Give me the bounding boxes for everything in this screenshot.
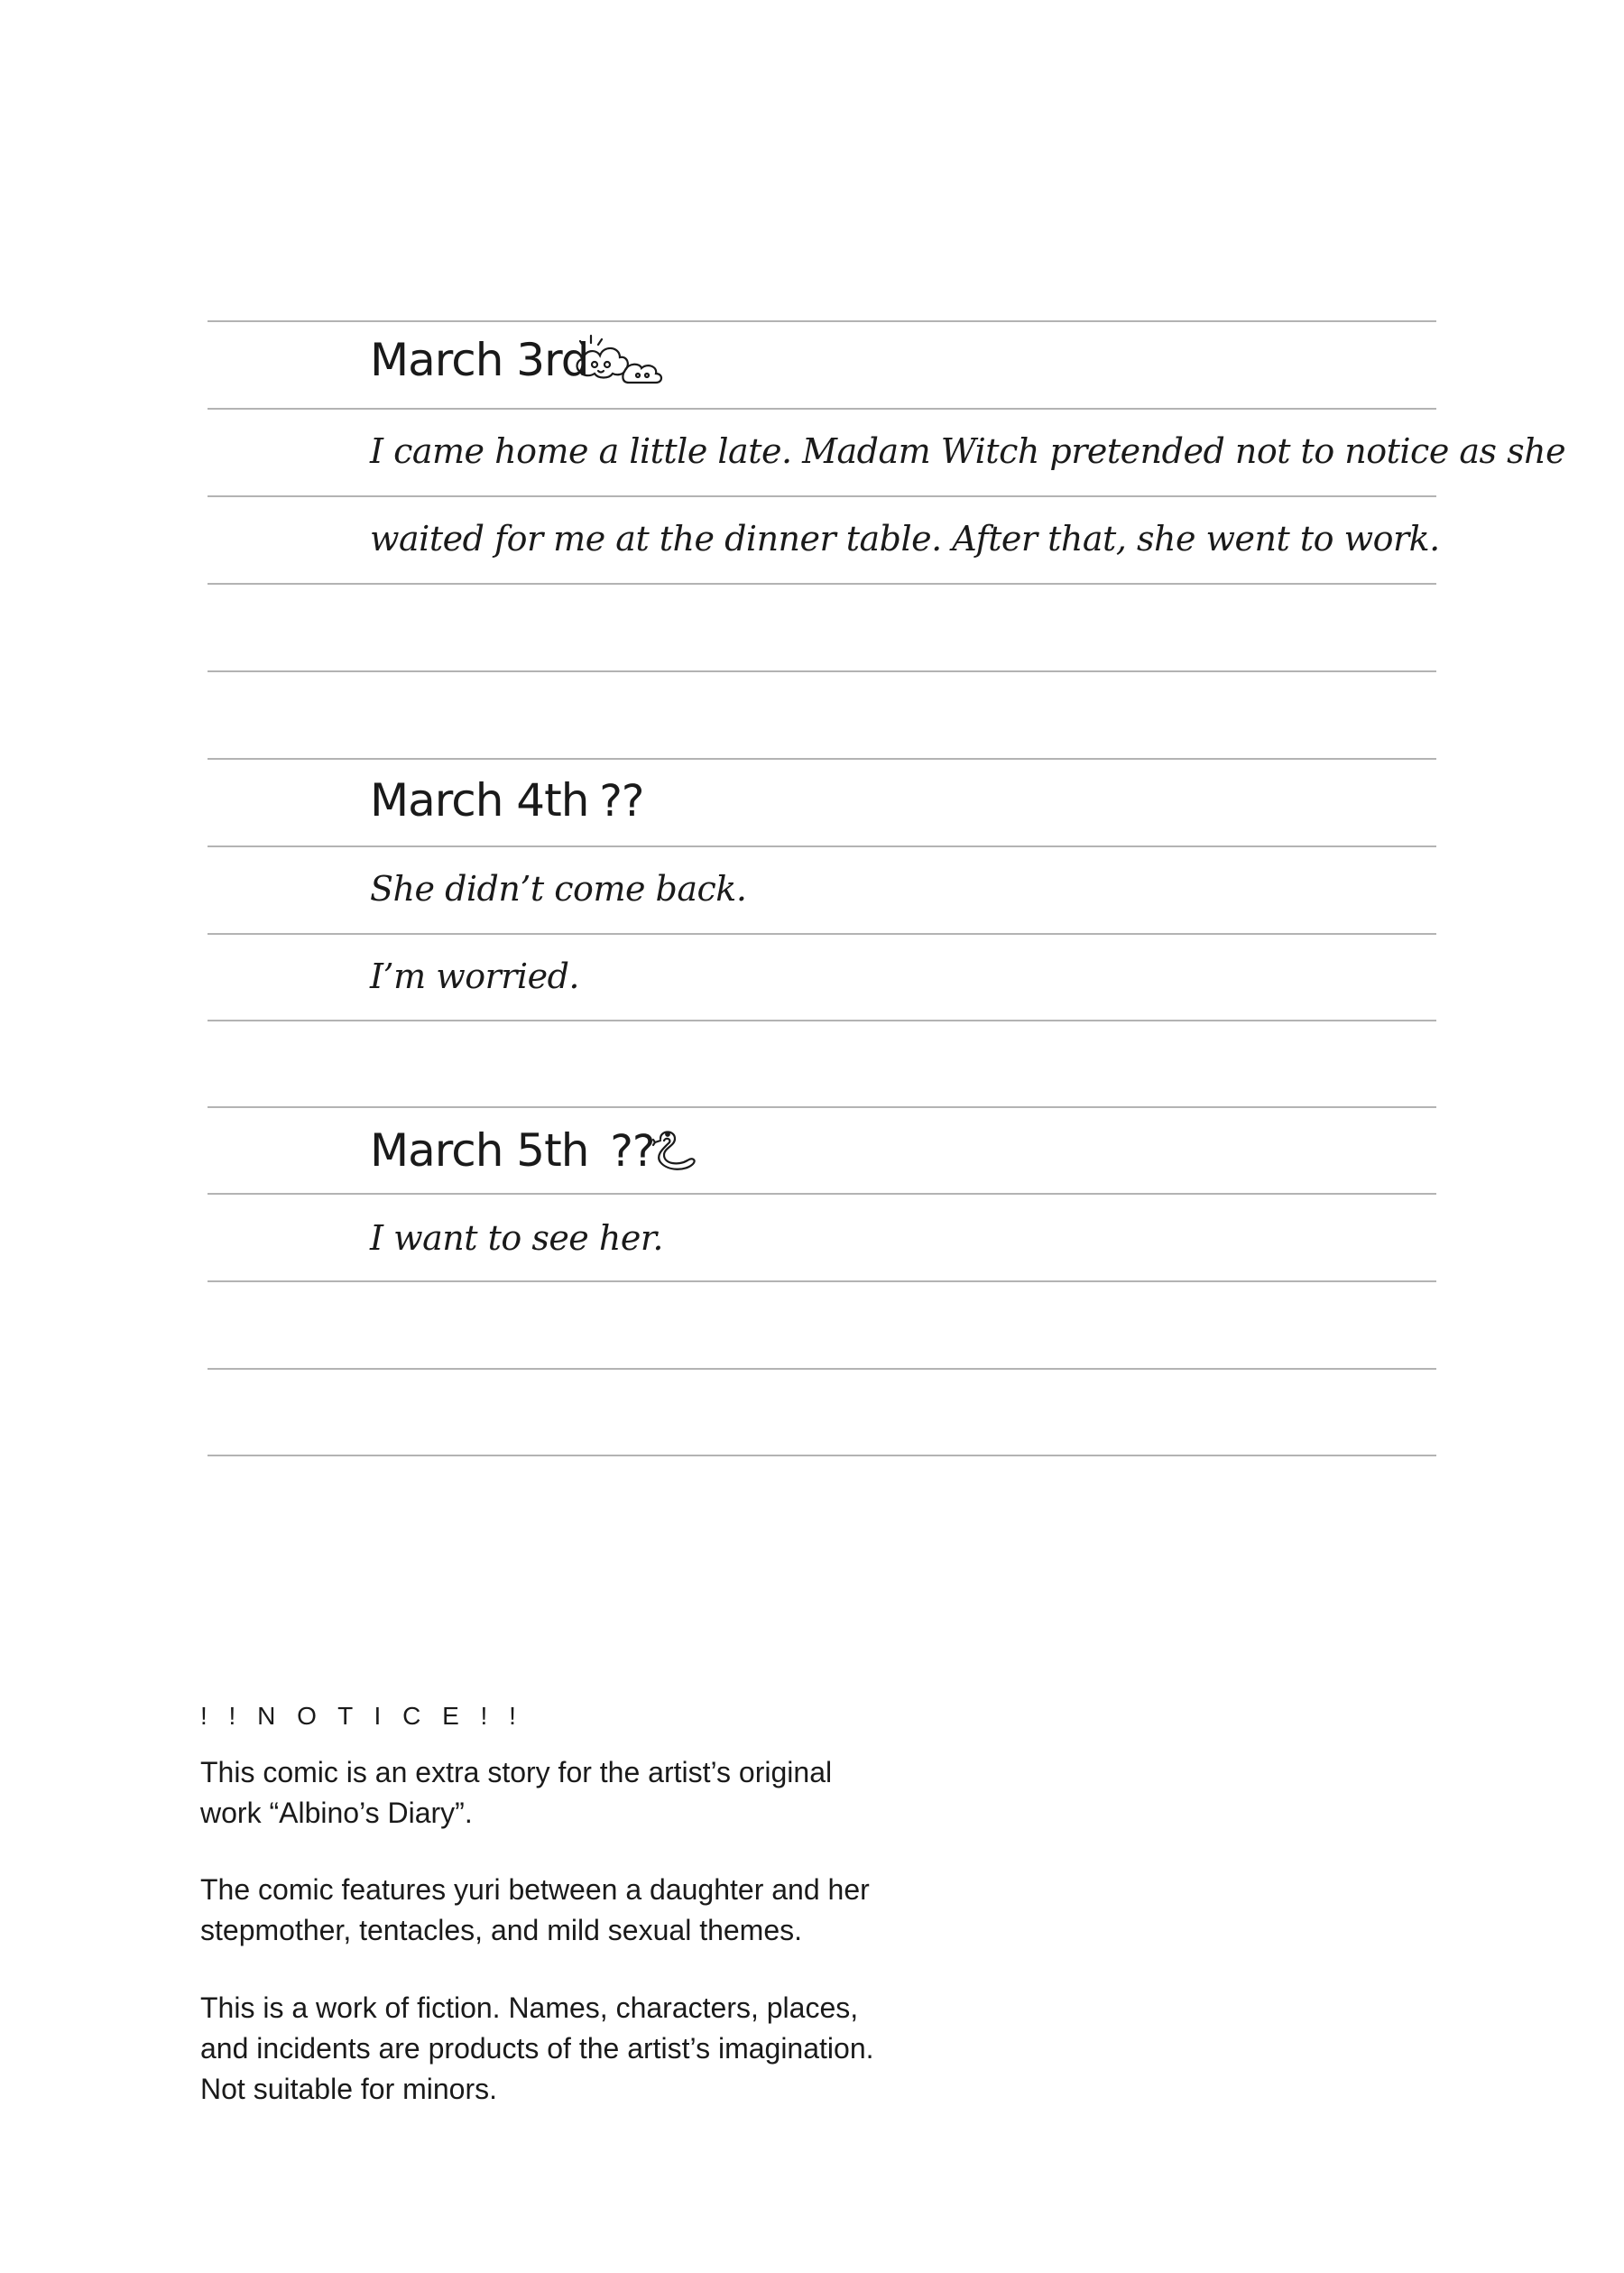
entry-line: I’m worried. <box>370 956 579 996</box>
entry-date <box>370 774 643 827</box>
ruled-line <box>208 670 1436 672</box>
entry-date <box>370 334 589 386</box>
ruled-line <box>208 583 1436 585</box>
notice-paragraph: The comic features yuri between a daughter and her stepmother, tentacles, and mild sexual themes. <box>200 1873 870 1946</box>
ruled-line <box>208 1106 1436 1108</box>
question-marks: ?? <box>599 776 644 827</box>
ruled-line <box>208 1368 1436 1370</box>
notice-paragraph: This comic is an extra story for the artist’s original work “Albino’s Diary”. <box>200 1756 833 1829</box>
entry-line: waited for me at the dinner table. After that, she went to work. <box>370 519 1440 559</box>
ruled-line <box>208 408 1436 410</box>
ruled-line <box>208 1280 1436 1282</box>
ruled-line <box>208 1193 1436 1195</box>
entry-date-text: March 4th <box>370 774 589 827</box>
cloud-icon <box>573 332 670 386</box>
ruled-line <box>208 845 1436 847</box>
entry-line: I want to see her. <box>370 1218 663 1258</box>
entry-date-text: March 3rd <box>370 334 589 386</box>
notice-paragraph: This is a work of fiction. Names, characters, places, and incidents are products of the artist’s imagination. Not suitable for minors. <box>200 1991 874 2105</box>
entry-line: She didn’t come back. <box>370 869 747 909</box>
ruled-line <box>208 933 1436 935</box>
entry-line: I came home a little late. Madam Witch pretended not to notice as she <box>370 431 1566 471</box>
entry-date-text: March 5th <box>370 1124 589 1177</box>
snake-icon <box>651 1126 702 1173</box>
notice-heading: ! ! N O T I C E ! ! <box>200 1702 523 1730</box>
ruled-line <box>208 758 1436 760</box>
ruled-line <box>208 320 1436 322</box>
ruled-line <box>208 495 1436 497</box>
ruled-line <box>208 1020 1436 1021</box>
question-marks: ?? <box>610 1126 655 1177</box>
entry-date <box>370 1124 654 1177</box>
ruled-line <box>208 1455 1436 1456</box>
